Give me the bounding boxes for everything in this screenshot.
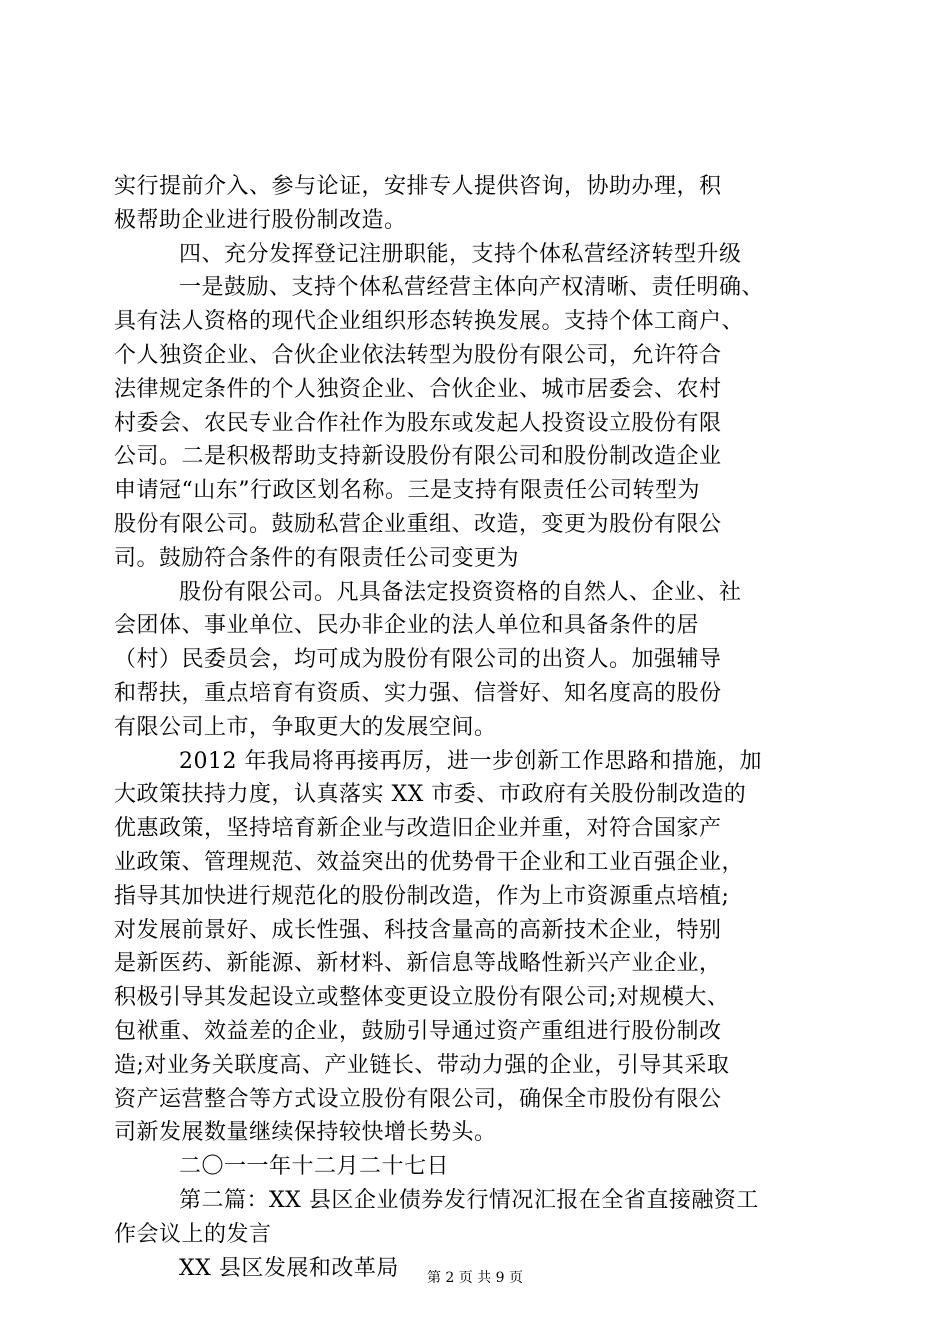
page-number-footer: 第 2 页 共 9 页 bbox=[426, 1270, 524, 1286]
text-line: 股份有限公司。鼓励私营企业重组、改造，变更为股份有限公 bbox=[114, 511, 722, 537]
text-line: 实行提前介入、参与论证，安排专人提供咨询，协助办理，积 bbox=[114, 174, 722, 199]
text-line: 是新医药、新能源、新材料、新信息等战略性新兴产业企业， bbox=[114, 951, 722, 977]
text-line: 优惠政策，坚持培育新企业与改造旧企业并重，对符合国家产 bbox=[114, 816, 722, 842]
text-line: 具有法人资格的现代企业组织形态转换发展。支持个体工商户、 bbox=[114, 309, 745, 335]
text-line: 积极引导其发起设立或整体变更设立股份有限公司;对规模大、 bbox=[114, 985, 730, 1011]
text-line: 和帮扶，重点培育有资质、实力强、信誉好、知名度高的股份 bbox=[114, 680, 722, 706]
text-line: 公司。二是积极帮助支持新设股份有限公司和股份制改造企业 bbox=[114, 444, 722, 470]
author-line: XX 县区发展和改革局 bbox=[179, 1255, 399, 1281]
text-line: 股份有限公司。凡具备法定投资资格的自然人、企业、社 bbox=[179, 579, 742, 605]
text-line: 司。鼓励符合条件的有限责任公司变更为 bbox=[114, 545, 520, 571]
text-line: 大政策扶持力度，认真落实 XX 市委、市政府有关股份制改造的 bbox=[114, 782, 747, 808]
date-line: 二〇一一年十二月二十七日 bbox=[179, 1154, 450, 1180]
text-line: 业政策、管理规范、效益突出的优势骨干企业和工业百强企业， bbox=[114, 849, 745, 875]
text-line: 个人独资企业、合伙企业依法转型为股份有限公司，允许符合 bbox=[114, 342, 722, 368]
body-text bbox=[114, 170, 849, 1285]
section-heading: 四、充分发挥登记注册职能，支持个体私营经济转型升级 bbox=[179, 241, 742, 267]
text-line: 法律规定条件的个人独资企业、合伙企业、城市居委会、农村 bbox=[114, 376, 722, 402]
text-line: 包袱重、效益差的企业，鼓励引导通过资产重组进行股份制改 bbox=[114, 1018, 722, 1044]
text-line: 造;对业务关联度高、产业链长、带动力强的企业，引导其采取 bbox=[114, 1052, 730, 1078]
text-line: 2012 年我局将再接再厉，进一步创新工作思路和措施，加 bbox=[179, 748, 762, 774]
text-line: 对发展前景好、成长性强、科技含量高的高新技术企业，特别 bbox=[114, 917, 722, 943]
text-line: 会团体、事业单位、民办非企业的法人单位和具备条件的居 bbox=[114, 613, 700, 639]
text-line: （村）民委员会，均可成为股份有限公司的出资人。加强辅导 bbox=[114, 647, 722, 673]
text-line: 指导其加快进行规范化的股份制改造，作为上市资源重点培植; bbox=[114, 883, 730, 909]
text-line: 一是鼓励、支持个体私营经营主体向产权清晰、责任明确、 bbox=[179, 275, 765, 301]
chapter-title: 第二篇：XX 县区企业债券发行情况汇报在全省直接融资工 bbox=[179, 1187, 759, 1213]
chapter-title-continued: 作会议上的发言 bbox=[114, 1221, 272, 1247]
text-line: 资产运营整合等方式设立股份有限公司，确保全市股份有限公 bbox=[114, 1086, 722, 1112]
text-line: 司新发展数量继续保持较快增长势头。 bbox=[114, 1120, 497, 1146]
text-line: 有限公司上市，争取更大的发展空间。 bbox=[114, 714, 497, 740]
text-line: 村委会、农民专业合作社作为股东或发起人投资设立股份有限 bbox=[114, 410, 722, 436]
text-line: 极帮助企业进行股份制改造。 bbox=[114, 207, 407, 233]
text-line: 申请冠“山东”行政区划名称。三是支持有限责任公司转型为 bbox=[114, 478, 700, 504]
